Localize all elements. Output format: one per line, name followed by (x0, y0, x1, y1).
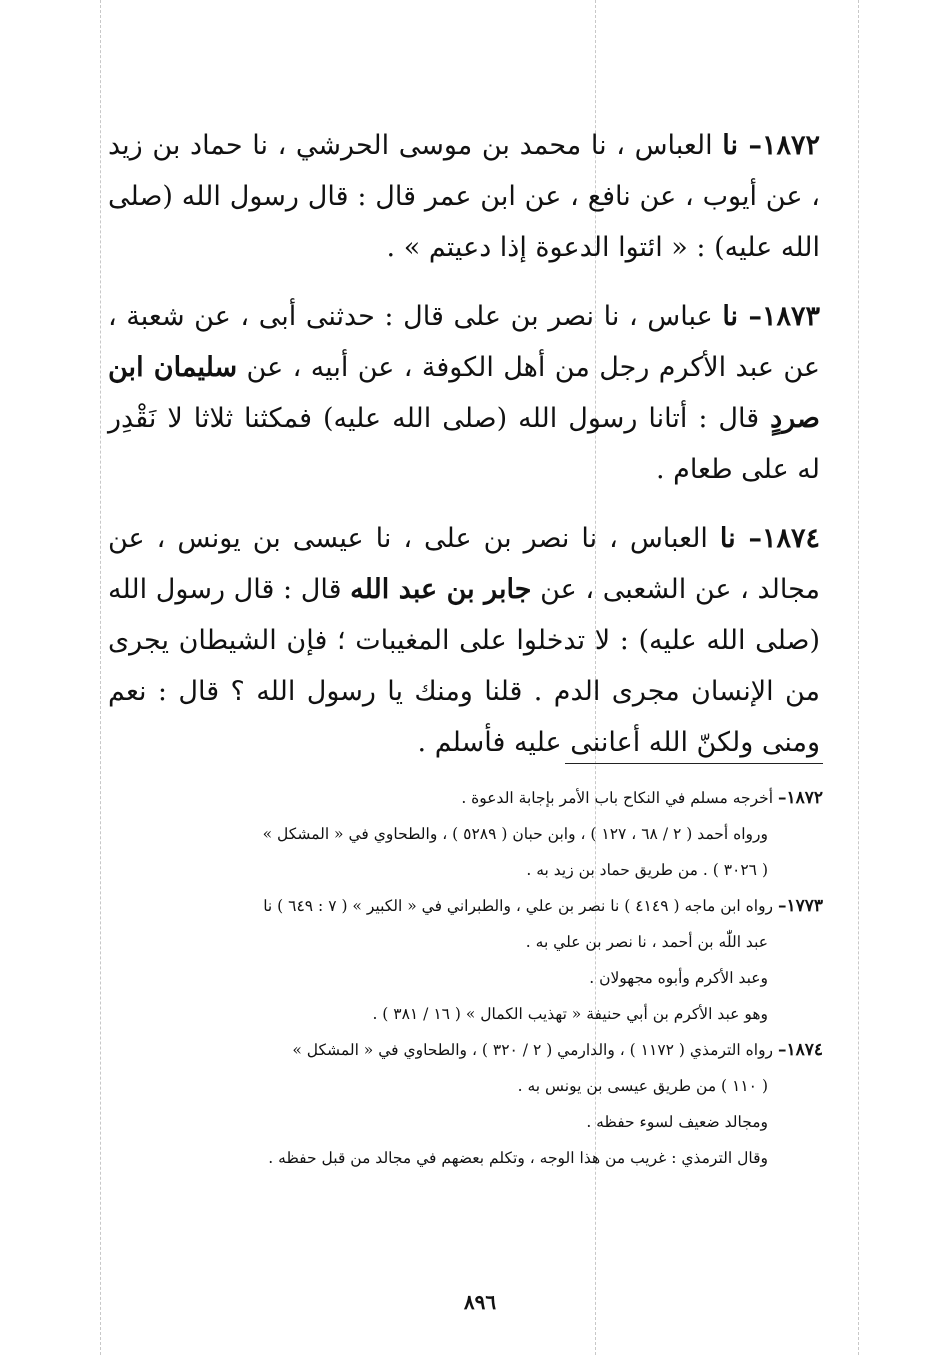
hadith-text: العباس ، نا محمد بن موسى الحرشي ، نا حماد بن زيد ، عن أيوب ، عن نافع ، عن ابن عمر قال : قال رسول الله (صلى الله عليه) : « ائتوا الدعوة إذا دعيتم » . (108, 130, 820, 263)
footnotes (120, 780, 823, 1176)
footnote-line (120, 816, 823, 852)
footnote-text: أخرجه مسلم في النكاح باب الأمر بإجابة الدعوة . (461, 789, 778, 807)
footnote-text: ومجالد ضعيف لسوء حفظه . (586, 1113, 768, 1131)
footnote-text: ( ٣٠٢٦ ) . من طريق حماد بن زيد به . (526, 861, 768, 879)
footnote-line (120, 852, 823, 888)
footnote-line (120, 1140, 823, 1176)
hadith-text: قال : أتانا رسول الله (صلى الله عليه) فمكثنا ثلاثا لا نَقْدِر له على طعام . (108, 403, 820, 485)
footnote-line (120, 888, 823, 924)
hadith-paragraph (108, 120, 820, 273)
hadith-lead: نا (722, 301, 739, 332)
narrator-name: سليمان ابن صردٍ (108, 352, 820, 434)
footnote-text: ورواه أحمد ( ٢ / ٦٨ ، ١٢٧ ) ، وابن حبان ( ٥٢٨٩ ) ، والطحاوي في « المشكل » (262, 825, 768, 843)
hadith-body (108, 120, 820, 786)
footnote-line (120, 1032, 823, 1068)
footnote-line (120, 1068, 823, 1104)
hadith-number: ١٨٧٣ (761, 301, 820, 332)
narrator-name: جابر بن عبد الله (350, 574, 532, 605)
footnote-line (120, 924, 823, 960)
footnote-text: ( ١١٠ ) من طريق عيسى بن يونس به . (517, 1077, 768, 1095)
footnote-number: ١٧٧٣– (777, 896, 823, 916)
hadith-lead: نا (722, 130, 739, 161)
footnote-separator (565, 763, 823, 764)
footnote-text: عبد اللّٰه بن أحمد ، نا نصر بن علي به . (525, 933, 768, 951)
hadith-number: ١٨٧٢ (762, 130, 821, 161)
footnote-line (120, 996, 823, 1032)
footnote-number: ١٨٧٤– (777, 1040, 823, 1060)
page-number: ٨٩٦ (463, 1290, 497, 1314)
footnote-text: وهو عبد الأكرم بن أبي حنيفة « تهذيب الكمال » ( ١٦ / ٣٨١ ) . (372, 1005, 768, 1023)
hadith-dash: – (738, 130, 762, 161)
hadith-paragraph (108, 291, 820, 495)
footnote-text: وقال الترمذي : غريب من هذا الوجه ، وتكلم بعضهم في مجالد من قبل حفظه . (268, 1149, 768, 1167)
hadith-text: عباس ، نا نصر بن على قال : حدثنى أبى ، عن شعبة ، عن عبد الأكرم رجل من أهل الكوفة ، عن أبيه ، عن (108, 301, 821, 383)
footnote-number: ١٨٧٢– (777, 788, 823, 808)
footnote-text: وعبد الأكرم وأبوه مجهولان . (589, 969, 768, 987)
hadith-dash: – (735, 523, 762, 554)
footnote-line (120, 1104, 823, 1140)
footnote-line (120, 960, 823, 996)
hadith-paragraph (108, 513, 820, 768)
hadith-number: ١٨٧٤ (761, 523, 820, 554)
hadith-dash: – (738, 301, 762, 332)
hadith-lead: نا (719, 523, 736, 554)
hadith-text: العباس ، نا نصر بن على ، نا عيسى بن يونس ، عن مجالد ، عن الشعبى ، عن (108, 523, 821, 605)
footnote-text: رواه الترمذي ( ١١٧٢ ) ، والدارمي ( ٢ / ٣٢٠ ) ، والطحاوي في « المشكل » (292, 1041, 778, 1059)
footnote-text: رواه ابن ماجه ( ٤١٤٩ ) نا نصر بن علي ، والطبراني في « الكبير » ( ٧ : ٦٤٩ ) نا (263, 897, 778, 915)
scan-guide-line (100, 0, 101, 1355)
hadith-text: قال : قال رسول الله (صلى الله عليه) : لا تدخلوا على المغيبات ؛ فإن الشيطان يجرى من الإنسان مجرى الدم . قلنا ومنك يا رسول الله ؟ قال : نعم ومنى ولكنّ الله أعاننى عليه فأسلم . (108, 574, 820, 758)
scan-guide-line (858, 0, 859, 1355)
footnote-line (120, 780, 823, 816)
